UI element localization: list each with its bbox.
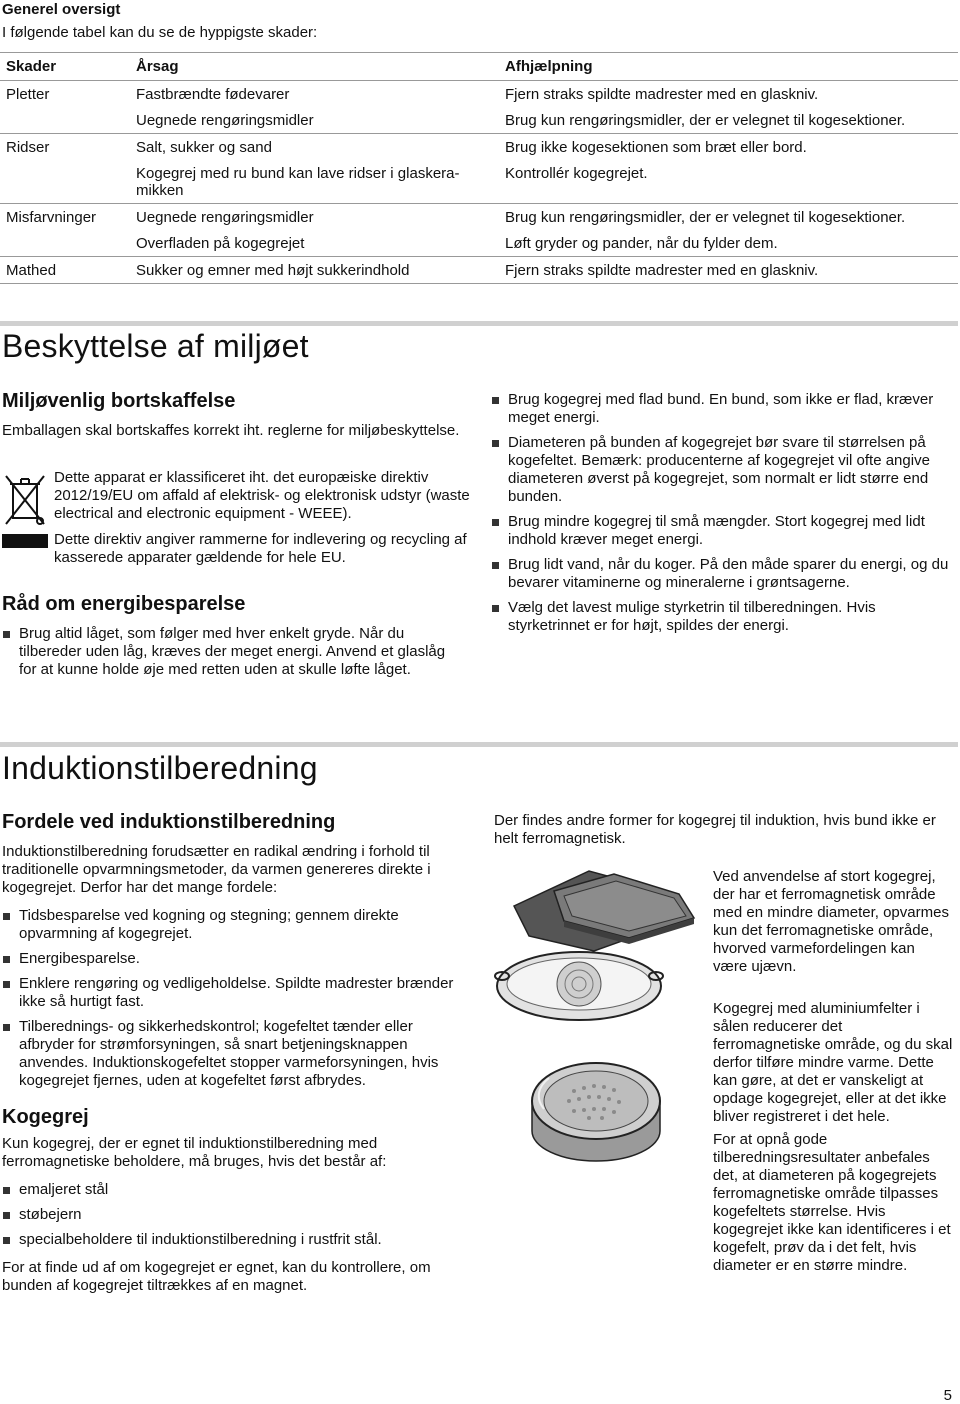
cookware-intro: Kun kogegrej, der er egnet til induktionstilberedning med ferromagnetiske beholdere, må bruges, hvis det består af:	[2, 1135, 387, 1170]
square-bullet-icon	[3, 631, 10, 638]
list-item: Enklere rengøring og vedligeholdelse. Spildte madrester brænder ikke så hurtigt fast.	[2, 975, 462, 1011]
header-remedy: Afhjælpning	[499, 53, 958, 81]
table-header-row	[0, 53, 958, 81]
list-item: specialbeholdere til induktionstilberedning i rustfrit stål.	[2, 1231, 462, 1249]
list-item: Brug lidt vand, når du koger. På den måde sparer du energi, og du bevarer vitaminerne og mineralerne i grøntsagerne.	[491, 556, 951, 592]
square-bullet-icon	[492, 440, 499, 447]
cell-remedy: Fjern straks spildte madrester med en glaskniv.	[499, 257, 958, 284]
cell-damage	[0, 160, 130, 204]
cell-remedy: Brug kun rengøringsmidler, der er velegnet til kogesektioner.	[505, 112, 906, 129]
table-row	[0, 160, 958, 204]
overview-intro: I følgende tabel kan du se de hyppigste skader:	[2, 24, 318, 41]
energy-list-right	[491, 391, 951, 642]
materials-list	[2, 1181, 462, 1256]
section-divider	[0, 742, 958, 747]
cell-damage: Misfarvninger	[0, 204, 130, 231]
cell-cause: Salt, sukker og sand	[130, 134, 499, 161]
table-row	[0, 257, 958, 284]
cell-remedy: Brug kun rengøringsmidler, der er velegnet til kogesektioner.	[499, 204, 958, 231]
weee-bin-icon	[2, 472, 48, 552]
cell-damage: Pletter	[0, 81, 130, 108]
energy-list-left	[2, 625, 462, 686]
cell-cause: Overfladen på kogegrejet	[136, 235, 305, 252]
cookware-illustration	[494, 866, 704, 1166]
square-bullet-icon	[3, 1024, 10, 1031]
square-bullet-icon	[3, 913, 10, 920]
cell-remedy: Kontrollér kogegrejet.	[505, 165, 648, 182]
cell-damage	[0, 107, 130, 134]
square-bullet-icon	[3, 1212, 10, 1219]
damage-table	[0, 52, 958, 284]
cell-cause: Sukker og emner med højt sukkerindhold	[130, 257, 499, 284]
cell-remedy: Fjern straks spildte madrester med en glaskniv.	[499, 81, 958, 108]
table-row	[0, 81, 958, 108]
disposal-text: Emballagen skal bortskaffes korrekt iht. reglerne for miljøbeskyttelse.	[2, 422, 460, 439]
list-item: Brug altid låget, som følger med hver enkelt gryde. Når du tilbereder uden låg, kræves der meget energi. Anvend et glaslåg for at kunne holde øje med retten uden at skulle løfte låget.	[2, 625, 462, 679]
wok-icon	[495, 952, 663, 1020]
side-paragraph-1: Ved anvendelse af stort kogegrej, der har et ferromagnetisk område med en mindre diameter, opvarmes kun det ferromagnetiske område, hvorved varmefordelingen kan være ujævn.	[713, 868, 949, 975]
table-row	[0, 134, 958, 161]
table-row	[0, 230, 958, 257]
griddle-pan-icon	[514, 871, 694, 951]
cell-damage: Ridser	[0, 134, 130, 161]
cell-cause: Kogegrej med ru bund kan lave ridser i glaskera-mikken	[136, 165, 460, 199]
other-forms-text: Der findes andre former for kogegrej til induktion, hvis bund ikke er helt ferromagnetisk.	[494, 812, 936, 847]
weee-text: Dette apparat er klassificeret iht. det europæiske direktiv 2012/19/EU om affald af elektrisk- og elektronisk udstyr (waste electrical and electronic equipment - WEEE).	[54, 469, 470, 522]
weee-text-2: Dette direktiv angiver rammerne for indlevering og recycling af kasserede apparater gældende for hele EU.	[54, 531, 467, 566]
disposal-title: Miljøvenlig bortskaffelse	[2, 390, 236, 412]
list-item: Diameteren på bunden af kogegrejet bør svare til størrelsen på kogefeltet. Bemærk: producenterne af kogegrejet vil ofte angive diameteren øverst på kogegrejet, som normalt er lidt større end bunden.	[491, 434, 951, 506]
square-bullet-icon	[492, 605, 499, 612]
side-paragraph-2: Kogegrej med aluminiumfelter i sålen reducerer det ferromagnetiske område, og du skal derfor tilføre mindre varme. Dette kan gøre, at det er vanskeligt at opdage kogegrejet, eller at det ikke bliver registreret i det hele.	[713, 1000, 953, 1125]
advantages-title: Fordele ved induktionstilberedning	[2, 811, 336, 833]
magnet-text: For at finde ud af om kogegrejet er egnet, kan du kontrollere, om bunden af kogegrejet tiltrækkes af en magnet.	[2, 1259, 431, 1294]
list-item: Tidsbesparelse ved kogning og stegning; gennem direkte opvarmning af kogegrejet.	[2, 907, 462, 943]
list-item: Tilberednings- og sikkerhedskontrol; kogefeltet tænder eller afbryder for strømforsyningen, så snart betjeningsknappen anvendes. Induktionskogefeltet stopper varmeforsyningen, hvis kogegrejet fjernes, uden at kogefeltet først afbrydes.	[2, 1018, 462, 1090]
square-bullet-icon	[492, 562, 499, 569]
cell-cause: Uegnede rengøringsmidler	[136, 112, 314, 129]
induction-title: Induktionstilberedning	[2, 750, 318, 786]
overview-title: Generel oversigt	[2, 1, 121, 18]
square-bullet-icon	[492, 519, 499, 526]
page-number: 5	[943, 1387, 952, 1404]
list-item: emaljeret stål	[2, 1181, 462, 1199]
list-item: støbejern	[2, 1206, 462, 1224]
cookware-title: Kogegrej	[2, 1106, 89, 1128]
table-row	[0, 204, 958, 231]
list-item: Brug kogegrej med flad bund. En bund, som ikke er flad, kræver meget energi.	[491, 391, 951, 427]
square-bullet-icon	[3, 956, 10, 963]
advantages-intro: Induktionstilberedning forudsætter en radikal ændring i forhold til traditionelle opvarmningsmetoder, da varmen genereres direkte i kogegrejet. Derfor har det mange fordele:	[2, 843, 431, 896]
list-item: Brug mindre kogegrej til små mængder. Stort kogegrej med lidt indhold kræver meget energi.	[491, 513, 951, 549]
cell-remedy: Løft gryder og pander, når du fylder dem.	[505, 235, 778, 252]
header-damage: Skader	[0, 53, 130, 81]
header-cause: Årsag	[130, 53, 499, 81]
list-item: Vælg det lavest mulige styrketrin til tilberedningen. Hvis styrketrinnet er for højt, spildes der energi.	[491, 599, 951, 635]
square-bullet-icon	[492, 397, 499, 404]
cell-damage	[0, 230, 130, 257]
cell-remedy: Brug ikke kogesektionen som bræt eller bord.	[499, 134, 958, 161]
cell-cause: Uegnede rengøringsmidler	[130, 204, 499, 231]
advantages-list	[2, 907, 462, 1097]
side-paragraph-3: For at opnå gode tilberedningsresultater anbefales det, at diameteren på kogegrejets ferromagnetiske område tilpasses kogefeltets størrelse. Hvis kogegrejet ikke kan identificeres i et kogefelt, prøv da i det felt, hvis diameter er en større mindre.	[713, 1131, 951, 1274]
pot-bottom-icon	[532, 1063, 660, 1161]
environment-title: Beskyttelse af miljøet	[2, 328, 309, 364]
list-item: Energibesparelse.	[2, 950, 462, 968]
cell-cause: Fastbrændte fødevarer	[130, 81, 499, 108]
square-bullet-icon	[3, 1187, 10, 1194]
energy-title: Råd om energibesparelse	[2, 593, 246, 615]
square-bullet-icon	[3, 1237, 10, 1244]
cell-damage: Mathed	[0, 257, 130, 284]
table-row	[0, 107, 958, 134]
square-bullet-icon	[3, 981, 10, 988]
section-divider	[0, 321, 958, 326]
